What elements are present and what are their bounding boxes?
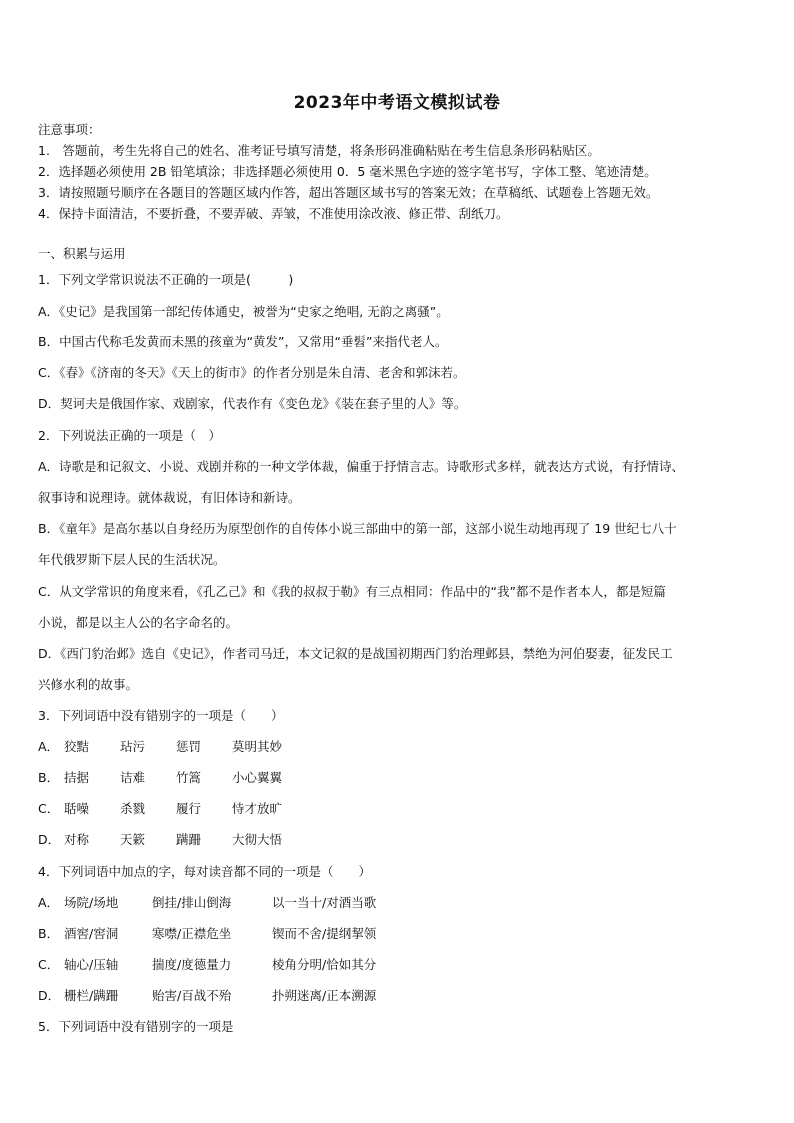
option-word: 倒挂/排山倒海 xyxy=(152,895,232,910)
notice-item-1: 1. 答题前，考生先将自己的姓名、准考证号填写清楚，将条形码准确粘贴在考生信息条形码粘贴区。 xyxy=(38,143,600,158)
option-word: 拮据 xyxy=(64,770,90,785)
option-word: 狡黠 xyxy=(64,739,90,754)
option-word: 贻害/百战不殆 xyxy=(152,988,232,1003)
option-word: 对称 xyxy=(64,832,90,847)
option-word: 锲而不舍/提纲挈领 xyxy=(272,926,377,941)
q1-option-d: D．契诃夫是俄国作家、戏剧家，代表作有《变色龙》《装在套子里的人》等。 xyxy=(38,396,467,411)
option-label: C． xyxy=(38,957,60,972)
q3-option-b xyxy=(38,770,282,786)
q5-stem: 5．下列词语中没有错别字的一项是 xyxy=(38,1019,234,1034)
q1-option-c: C．《春》《济南的冬天》《天上的街市》的作者分别是朱自清、老舍和郭沫若。 xyxy=(38,365,466,380)
q2-stem: 2．下列说法正确的一项是（ ） xyxy=(38,428,221,443)
option-label: B． xyxy=(38,770,60,785)
option-label: D． xyxy=(38,832,61,847)
notice-item-3: 3．请按照题号顺序在各题目的答题区域内作答，超出答题区域书写的答案无效；在草稿纸、试题卷上答题无效。 xyxy=(38,185,659,200)
option-word: 玷污 xyxy=(120,739,146,754)
exam-title: 2023年中考语文模拟试卷 xyxy=(293,93,501,113)
notice-item-4: 4．保持卡面清洁，不要折叠，不要弄破、弄皱，不准使用涂改液、修正带、刮纸刀。 xyxy=(38,206,509,221)
q2-option-d-line1: D．《西门豹治邺》选自《史记》，作者司马迁，本文记叙的是战国初期西门豹治理邺县，禁绝为河伯娶妻，征发民工 xyxy=(38,646,673,661)
option-word: 小心翼翼 xyxy=(232,770,283,785)
q1-stem: 1．下列文学常识说法不正确的一项是( ) xyxy=(38,272,294,287)
q3-option-c xyxy=(38,801,282,817)
option-label: A． xyxy=(38,895,60,910)
q1-option-b: B．中国古代称毛发黄而未黑的孩童为“黄发”，又常用“垂髫”来指代老人。 xyxy=(38,334,448,349)
option-label: C． xyxy=(38,801,60,816)
q2-option-a-line2: 叙事诗和说理诗。就体裁说，有旧体诗和新诗。 xyxy=(38,490,301,505)
q3-option-d xyxy=(38,832,282,848)
q3-stem: 3．下列词语中没有错别字的一项是（ ） xyxy=(38,708,284,723)
option-word: 棱角分明/恰如其分 xyxy=(272,957,377,972)
option-word: 竹篙 xyxy=(176,770,202,785)
option-word: 聒噪 xyxy=(64,801,90,816)
q2-option-b-line1: B．《童年》是高尔基以自身经历为原型创作的自传体小说三部曲中的第一部，这部小说生动地再现了 19 世纪七八十 xyxy=(38,521,677,536)
q4-option-d xyxy=(38,988,376,1004)
q1-option-a: A．《史记》是我国第一部纪传体通史，被誉为“史家之绝唱, 无韵之离骚”。 xyxy=(38,304,449,319)
q2-option-c-line1: C．从文学常识的角度来看，《孔乙己》和《我的叔叔于勒》有三点相同：作品中的“我”都不是作者本人，都是短篇 xyxy=(38,584,666,599)
option-word: 蹒跚 xyxy=(176,832,202,847)
option-word: 揣度/度德量力 xyxy=(152,957,232,972)
option-word: 履行 xyxy=(176,801,202,816)
option-word: 莫明其妙 xyxy=(232,739,283,754)
option-word: 杀戮 xyxy=(120,801,146,816)
option-word: 轴心/压轴 xyxy=(64,957,119,972)
q2-option-d-line2: 兴修水利的故事。 xyxy=(38,677,139,692)
q3-option-a xyxy=(38,739,282,755)
option-word: 天簌 xyxy=(120,832,146,847)
option-word: 场院/场地 xyxy=(64,895,119,910)
option-word: 栅栏/蹒跚 xyxy=(64,988,119,1003)
notice-item-2: 2．选择题必须使用 2B 铅笔填涂；非选择题必须使用 0．5 毫米黑色字迹的签字笔书写，字体工整、笔迹清楚。 xyxy=(38,164,657,179)
option-word: 以一当十/对酒当歌 xyxy=(272,895,377,910)
option-word: 酒窖/窖洞 xyxy=(64,926,119,941)
option-word: 寒噤/正襟危坐 xyxy=(152,926,232,941)
q4-option-c xyxy=(38,957,376,973)
option-word: 惩罚 xyxy=(176,739,202,754)
option-word: 大彻大悟 xyxy=(232,832,283,847)
q2-option-b-line2: 年代俄罗斯下层人民的生活状况。 xyxy=(38,552,226,567)
option-word: 扑朔迷离/正本溯源 xyxy=(272,988,377,1003)
q4-stem: 4．下列词语中加点的字，每对读音都不同的一项是（ ） xyxy=(38,864,371,879)
section-heading: 一、积累与运用 xyxy=(38,246,126,261)
q2-option-c-line2: 小说，都是以主人公的名字命名的。 xyxy=(38,615,239,630)
option-word: 恃才放旷 xyxy=(232,801,283,816)
option-label: A． xyxy=(38,739,60,754)
q2-option-a-line1: A．诗歌是和记叙文、小说、戏剧并称的一种文学体裁，偏重于抒情言志。诗歌形式多样，就表达方式说，有抒情诗、 xyxy=(38,459,685,474)
option-word: 诘难 xyxy=(120,770,146,785)
q4-option-a xyxy=(38,895,376,911)
notice-heading: 注意事项： xyxy=(38,122,101,137)
option-label: B． xyxy=(38,926,60,941)
option-label: D． xyxy=(38,988,61,1003)
q4-option-b xyxy=(38,926,376,942)
